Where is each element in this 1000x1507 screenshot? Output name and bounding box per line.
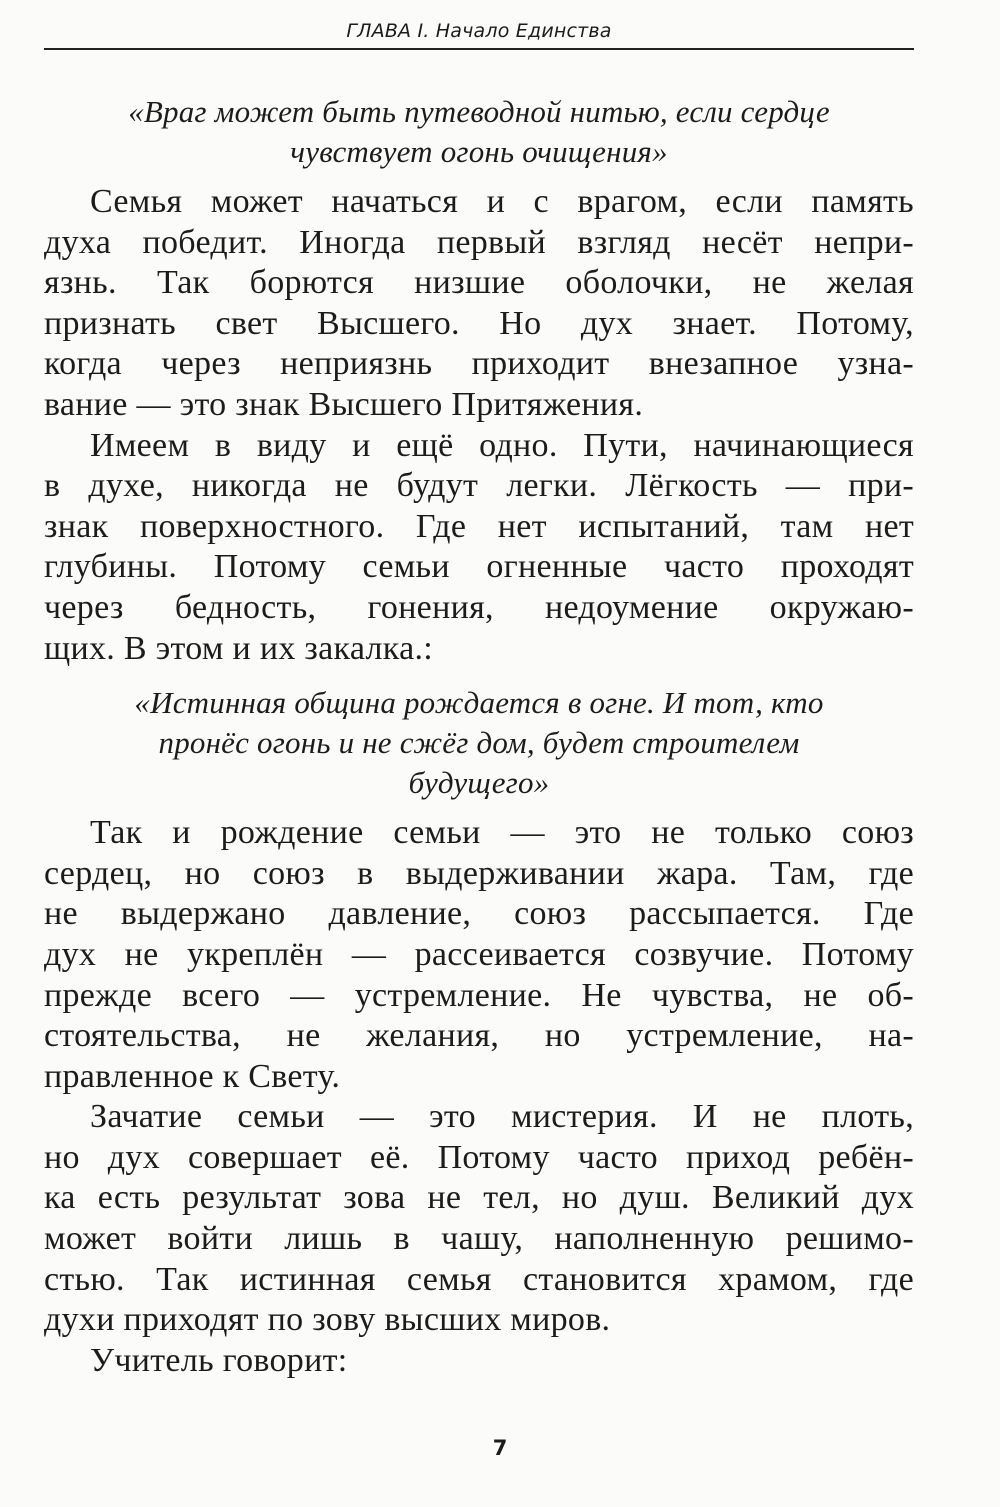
body-paragraph [44,813,914,1097]
page-content [44,92,914,1381]
header-rule [44,48,914,50]
paragraph-line: прежде всего — устремление. Не чувства, не об- [44,976,914,1014]
epigraph-quote [44,92,914,172]
paragraph-line: признать свет Высшего. Но дух знает. Потому, [44,304,914,342]
paragraph-line: но дух совершает её. Потому часто приход ребён- [44,1138,914,1176]
epigraph-line: чувствует огонь очищения» [290,134,668,169]
body-paragraph [44,1097,914,1341]
paragraph-line: знак поверхностного. Где нет испытаний, там нет [44,507,914,545]
paragraph-line: Учитель говорит: [90,1341,348,1379]
paragraph-line: Семья может начаться и с врагом, если память [90,183,914,220]
paragraph-line: Так и рождение семьи — это не только союз [90,814,914,852]
paragraph-line: может войти лишь в чашу, наполненную решимо- [44,1220,914,1258]
paragraph-line: Имеем в виду и ещё одно. Пути, начинающиеся [90,426,914,464]
paragraph-line: стью. Так истинная семья становится храмом, где [44,1260,914,1298]
paragraph-line: щих. В этом и их закалка.: [44,629,434,667]
paragraph-line: когда через неприязнь приходит внезапное узна- [44,345,914,383]
page-number: 7 [492,1436,508,1460]
paragraph-line: через бедность, гонения, недоумение окружаю- [44,588,914,626]
paragraph-line: глубины. Потому семьи огненные часто проходят [44,548,914,586]
body-paragraph [44,1341,914,1382]
body-paragraph [44,182,914,426]
paragraph-line: дух не укреплён — рассеивается созвучие. Потому [44,935,914,973]
paragraph-line: сердец, но союз в выдерживании жара. Там, где [44,854,914,892]
paragraph-line: стоятельства, не желания, но устремление, на- [44,1017,914,1055]
paragraph-line: язнь. Так борются низшие оболочки, не желая [44,264,914,302]
paragraph-line: в духе, никогда не будут легки. Лёгкость — при- [44,467,914,505]
running-header: ГЛАВА I. Начало Единства [346,20,612,42]
paragraph-line: ка есть результат зова не тел, но душ. Великий дух [44,1179,914,1217]
epigraph-line: будущего» [408,765,550,801]
paragraph-line: вание — это знак Высшего Притяжения. [44,385,644,423]
paragraph-line: не выдержано давление, союз рассыпается. Где [44,895,914,933]
epigraph-line: пронёс огонь и не сжёг дом, будет строителем [158,725,800,761]
epigraph-line: «Враг может быть путеводной нитью, если сердце [128,94,830,129]
paragraph-line: Зачатие семьи — это мистерия. И не плоть, [90,1098,914,1136]
epigraph-quote [44,683,914,803]
paragraph-line: духи приходят по зову высших миров. [44,1301,611,1339]
body-paragraph [44,426,914,670]
epigraph-line: «Истинная община рождается в огне. И тот, кто [134,685,824,721]
paragraph-line: духа победит. Иногда первый взгляд несёт непри- [44,223,914,261]
paragraph-line: правленное к Свету. [44,1057,341,1095]
